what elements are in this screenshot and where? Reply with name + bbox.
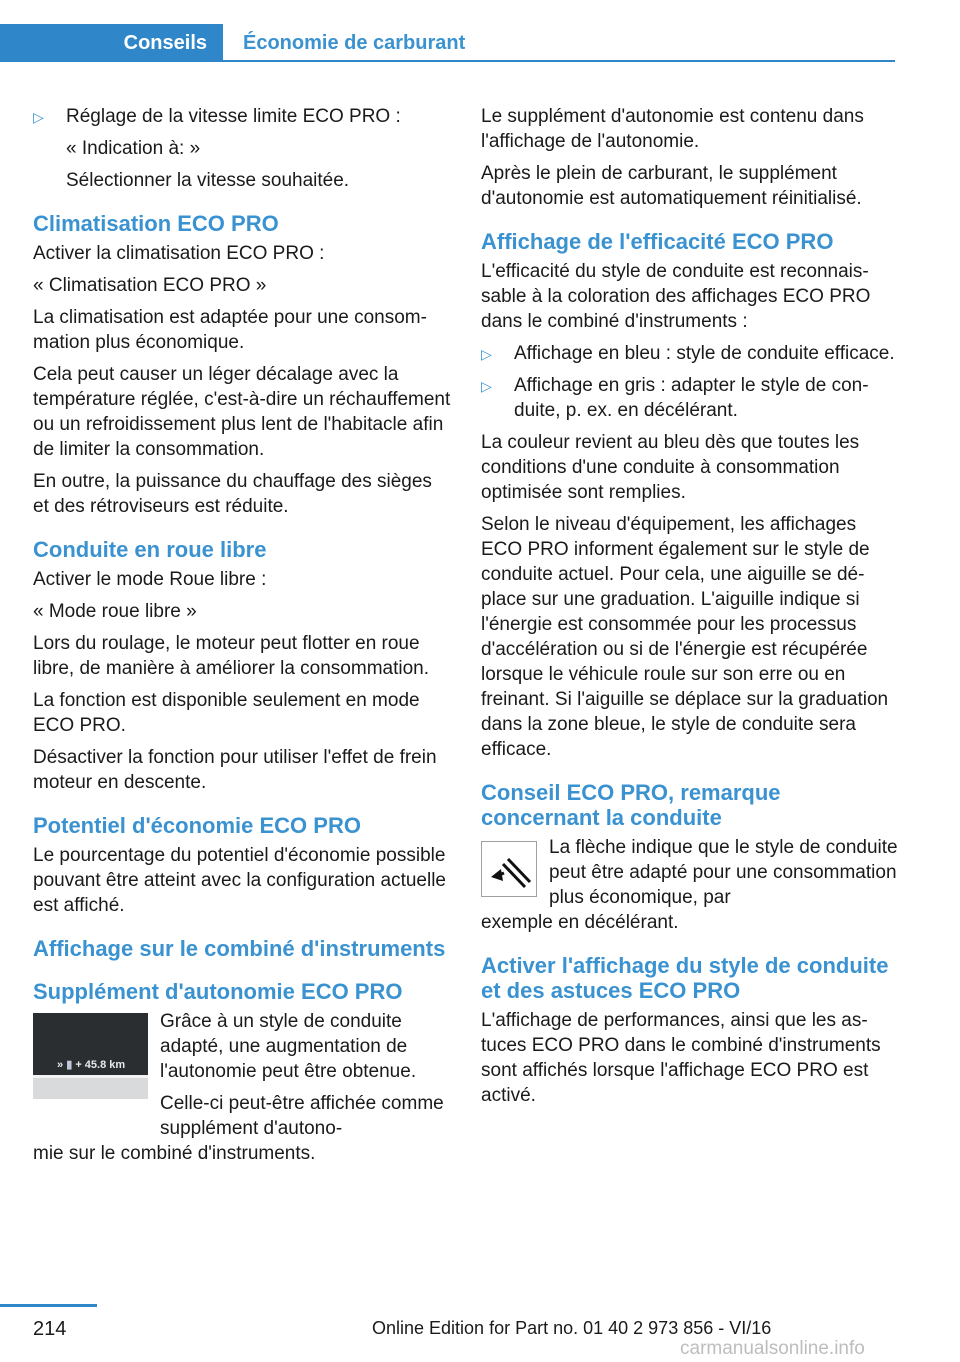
- display-bar: [33, 1075, 148, 1099]
- paragraph: Le pourcentage du potentiel d'économie possible pouvant être atteint avec la configuration actuelle est affiché.: [33, 845, 446, 916]
- paragraph: exemple en décélérant.: [481, 912, 679, 933]
- paragraph: « Mode roue libre »: [33, 601, 197, 622]
- figure-caption: [549, 835, 901, 910]
- triangle-bullet-icon: ▷: [481, 346, 492, 362]
- list-item: [481, 341, 901, 366]
- paragraph: mie sur le combiné d'instruments.: [33, 1143, 316, 1164]
- paragraph: En outre, la puissance du chauffage des sièges et des rétroviseurs est réduite.: [33, 471, 432, 517]
- figure-caption: [160, 1009, 453, 1141]
- heading-climatisation: Climatisation ECO PRO: [33, 211, 279, 236]
- eco-pro-display-image: [33, 1013, 148, 1099]
- header-divider: [223, 60, 895, 62]
- paragraph: Celle-ci peut-être affichée comme supplément d'autono-: [160, 1093, 444, 1139]
- edition-text: Online Edition for Part no. 01 40 2 973 856 - VI/16: [372, 1318, 772, 1338]
- paragraph: La climatisation est adaptée pour une consommation plus économique.: [33, 307, 427, 353]
- subsection-tab[interactable]: Économie de carburant: [243, 31, 466, 54]
- paragraph: La flèche indique que le style de conduite peut être adapté pour une consommation plus économique, par: [549, 837, 898, 908]
- bullet-text: Affichage en bleu : style de conduite efficace.: [514, 343, 895, 364]
- list-item: [33, 104, 453, 129]
- heading-potentiel: Potentiel d'économie ECO PRO: [33, 813, 361, 838]
- heading-conseil: Conseil ECO PRO, remarque concernant la conduite: [481, 780, 781, 830]
- paragraph: La fonction est disponible seulement en mode ECO PRO.: [33, 690, 420, 736]
- bullet-sub-text: « Indication à: »: [66, 138, 201, 159]
- heading-activer: Activer l'affichage du style de conduite et des astuces ECO PRO: [481, 953, 889, 1003]
- list-item: [481, 373, 901, 423]
- paragraph: « Climatisation ECO PRO »: [33, 275, 267, 296]
- conseil-figure: [481, 835, 901, 910]
- double-arrow-icon: »: [57, 1059, 64, 1071]
- paragraph: Cela peut causer un léger décalage avec la température réglée, c'est-à-dire un réchauffement ou un refroidissement plus lent de l'habitacle afin de limiter la consommation.: [33, 364, 451, 460]
- left-column: [33, 104, 453, 1173]
- section-tab[interactable]: Conseils: [0, 24, 223, 62]
- paragraph: Le supplément d'autonomie est contenu dans l'affichage de l'autonomie.: [481, 106, 864, 152]
- heading-roue-libre: Conduite en roue libre: [33, 537, 267, 562]
- page-number: 214: [33, 1318, 67, 1340]
- heading-supplement: Supplément d'autonomie ECO PRO: [33, 979, 403, 1004]
- triangle-bullet-icon: ▷: [481, 378, 492, 394]
- heading-efficacite: Affichage de l'efficacité ECO PRO: [481, 229, 834, 254]
- arrow-indicator-icon: [481, 841, 537, 897]
- paragraph: Grâce à un style de conduite adapté, une augmentation de l'autonomie peut être obtenue.: [160, 1011, 417, 1082]
- paragraph: La couleur revient au bleu dès que toutes les conditions d'une conduite à consommation optimisée sont remplies.: [481, 432, 860, 503]
- bullet-text: Affichage en gris : adapter le style de conduite, p. ex. en décélérant.: [514, 375, 869, 421]
- bullet-text: Réglage de la vitesse limite ECO PRO :: [66, 106, 401, 127]
- paragraph: Activer la climatisation ECO PRO :: [33, 243, 325, 264]
- heading-affichage-combine: Affichage sur le combiné d'instruments: [33, 936, 446, 961]
- paragraph: Désactiver la fonction pour utiliser l'effet de frein moteur en descente.: [33, 747, 437, 793]
- paragraph: L'affichage de performances, ainsi que les astuces ECO PRO dans le combiné d'instruments sont affichés lorsque l'affichage ECO PRO est activé.: [481, 1010, 881, 1106]
- page-header: [0, 0, 960, 62]
- paragraph: Activer le mode Roue libre :: [33, 569, 267, 590]
- fuel-pump-icon: ▮: [66, 1059, 73, 1071]
- bullet-sub-text: Sélectionner la vitesse souhaitée.: [66, 170, 350, 191]
- range-value: + 45.8 km: [75, 1059, 126, 1071]
- paragraph: Selon le niveau d'équipement, les affichages ECO PRO informent également sur le style de conduite actuel. Pour cela, une aiguille se déplace sur une graduation. L'aiguille indique si l'énergie est consommée pour les processus d'accélération ou si de l'énergie est récupérée lorsque le véhicule roule sur son erre ou en freinant. Si l'aiguille se déplace sur la graduation dans la zone bleue, le style de conduite sera efficace.: [481, 514, 889, 760]
- footer-divider: [0, 1304, 97, 1307]
- paragraph: Après le plein de carburant, le supplément d'autonomie est automatiquement réinitialisé.: [481, 163, 862, 209]
- triangle-bullet-icon: ▷: [33, 109, 44, 125]
- watermark: carmanualsonline.info: [680, 1338, 865, 1359]
- paragraph: Lors du roulage, le moteur peut flotter en roue libre, de manière à améliorer la consommation.: [33, 633, 430, 679]
- supplement-figure: [33, 1009, 453, 1141]
- paragraph: L'efficacité du style de conduite est reconnaissable à la coloration des affichages ECO PRO dans le combiné d'instruments :: [481, 261, 871, 332]
- right-column: [481, 104, 901, 1115]
